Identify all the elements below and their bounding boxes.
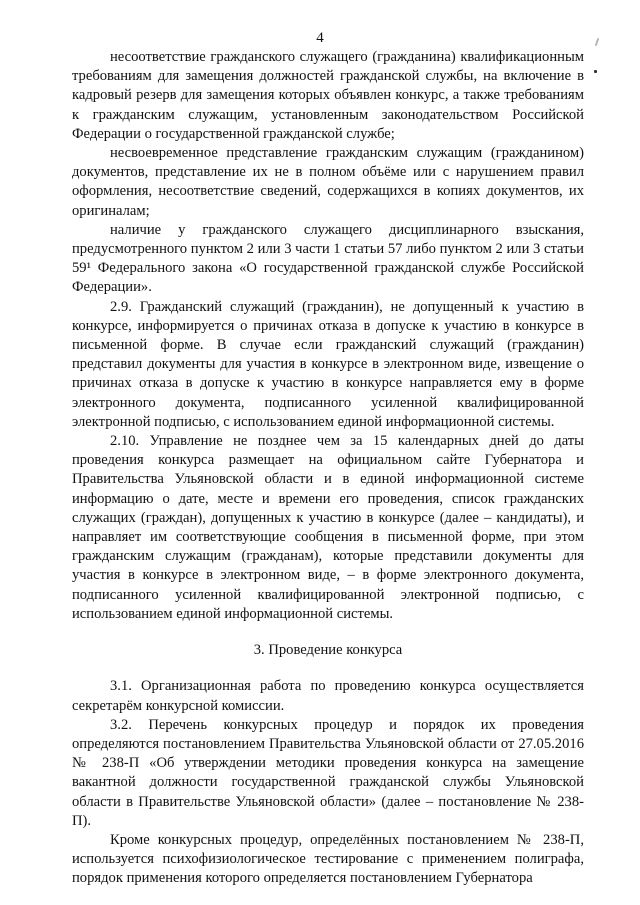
paragraph-3-1: 3.1. Организационная работа по проведению конкурса осуществляется секретарём конкурсной комиссии. xyxy=(72,678,584,714)
list-item-disciplinary-penalty: наличие у гражданского служащего дисциплинарного взыскания, предусмотренного пунктом 2 или 3 части 1 статьи 57 либо пунктом 2 или 3 статьи 59¹ Федерального закона «О государственной гражданской службе Российской Федерации». xyxy=(72,221,584,296)
section-heading: 3. Проведение конкурса xyxy=(253,642,403,659)
list-item-qualification-mismatch: несоответствие гражданского служащего (гражданина) квалификационным требованиям для замещения должностей гражданской службы, на включение в кадровый резерв для замещения которых объявлен конкурс, а также требованиям к гражданским служащим, установленным законодательством Российской Федерации о государственной гражданской службе; xyxy=(72,49,584,142)
scan-artifact-dot xyxy=(594,70,597,73)
list-item-late-documents: несвоевременное представление гражданским служащим (гражданином) документов, представление их не в полном объёме или с нарушением правил оформления, несоответствие сведений, содержащихся в копиях документов, их оригиналам; xyxy=(72,145,584,219)
paragraph-2-10: 2.10. Управление не позднее чем за 15 календарных дней до даты проведения конкурса размещает на официальном сайте Губернатора и Правительства Ульяновской области и в единой информационной системе информацию о дате, месте и времени его проведения, список гражданских служащих (граждан), допущенных к участию в конкурсе (далее – кандидаты), и направляет им соответствующие сообщения в письменной форме, при этом гражданским служащим (гражданам), которые представили документы для участия в конкурсе в электронном виде, – в форме электронного документа, подписанного усиленной квалифицированной электронной подписью, с использованием единой информационной системы. xyxy=(72,433,584,622)
paragraph-2-9: 2.9. Гражданский служащий (гражданин), не допущенный к участию в конкурсе, информируется о причинах отказа в допуске к участию в конкурсе в письменной форме. В случае если гражданский служащий (гражданин) представил документы для участия в конкурсе в электронном виде, извещение о причинах отказа в допуске к участию в конкурсе направляется ему в форме электронного документа, подписанного усиленной квалифицированной электронной подписью, с использованием единой информационной системы. xyxy=(72,298,584,430)
paragraph-polygraph: Кроме конкурсных процедур, определённых постановлением № 238-П, используется психофизиологическое тестирование с применением полиграфа, порядок применения которого определяется постановлением Губернатора xyxy=(72,831,584,887)
document-body xyxy=(72,48,584,889)
page-number: 4 xyxy=(316,30,324,46)
paragraph-3-2: 3.2. Перечень конкурсных процедур и порядок их проведения определяются постановлением Правительства Ульяновской области от 27.05.2016 № 238-П «Об утверждении методики проведения конкурса на замещение вакантной должности государственной гражданской службы Ульяновской области в Правительстве Ульяновской области» (далее – постановление № 238-П). xyxy=(72,716,584,829)
